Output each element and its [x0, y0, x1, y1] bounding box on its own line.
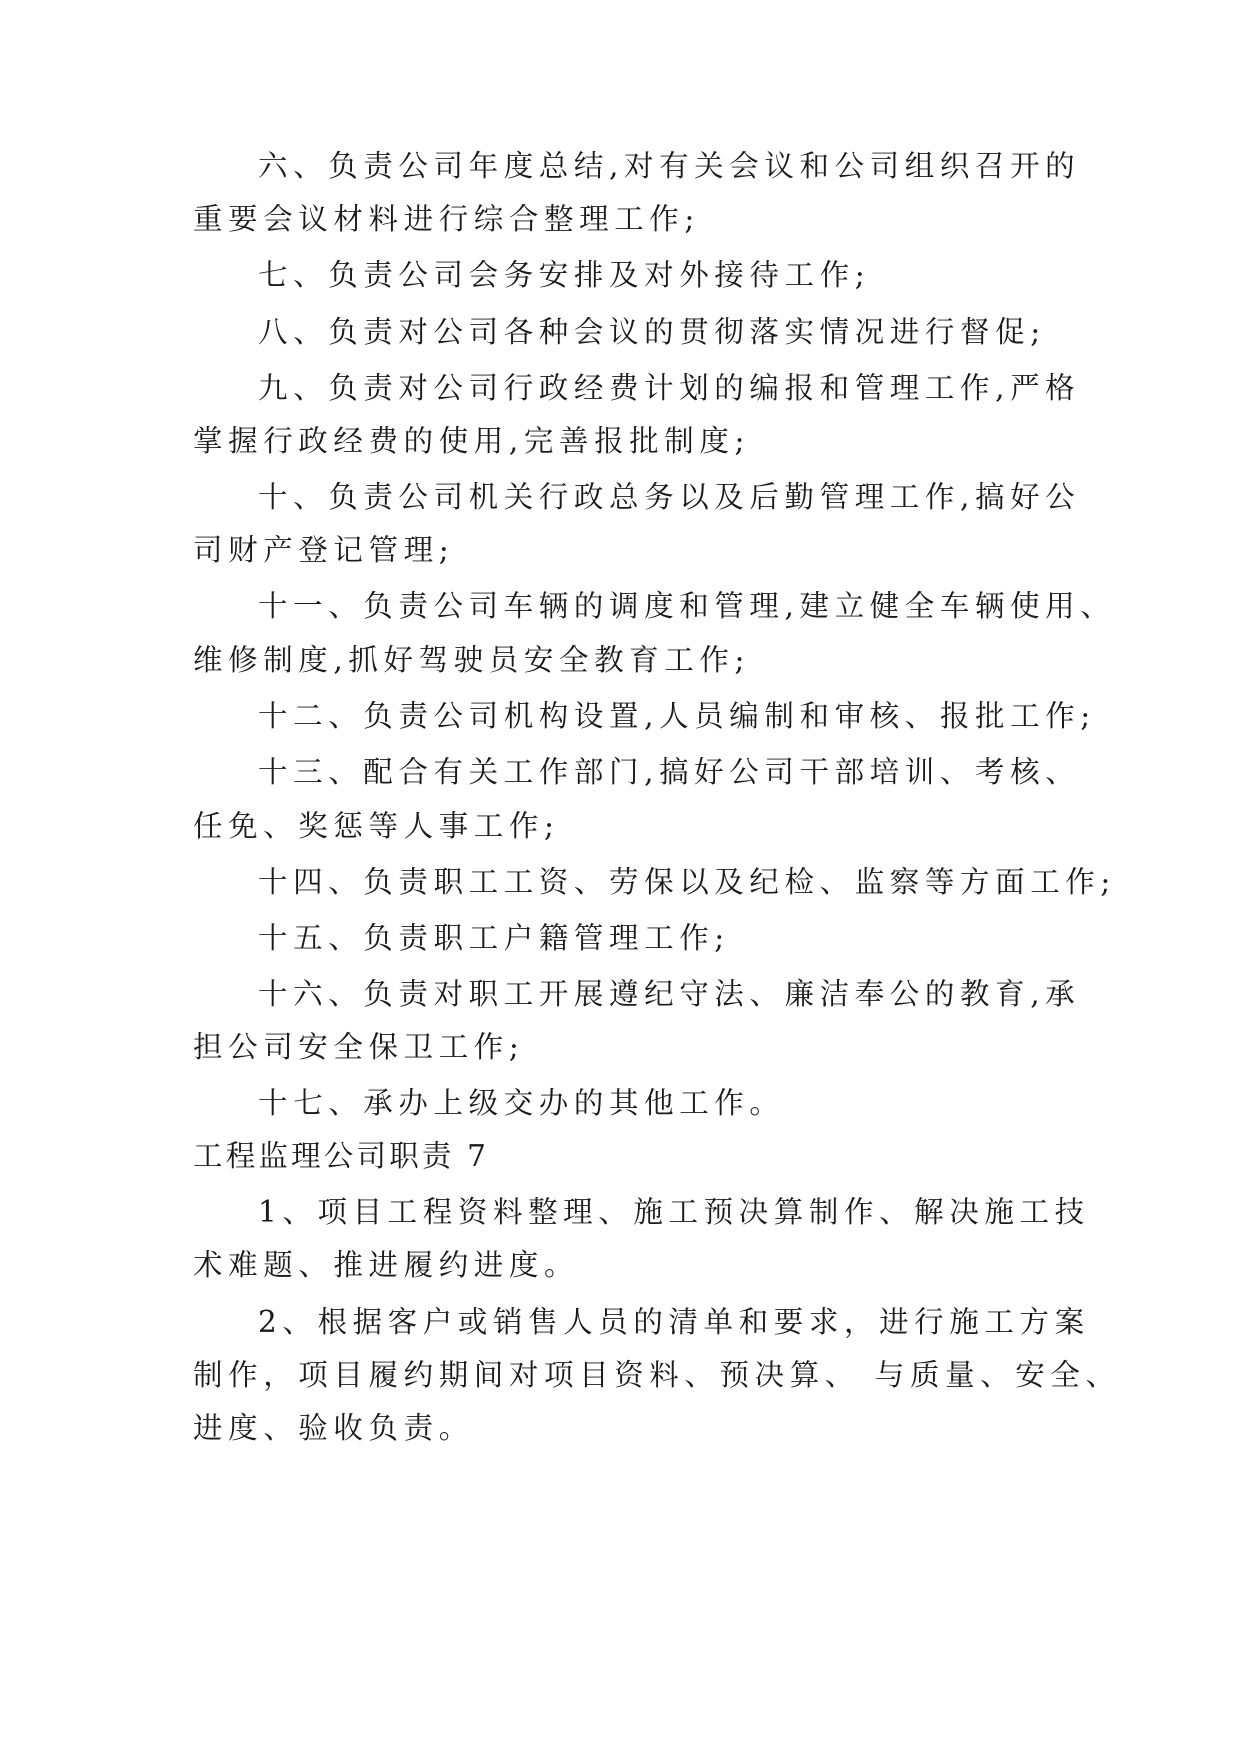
- paragraph-line: 任免、奖惩等人事工作;: [193, 809, 560, 843]
- paragraph-line: 十六、负责对职工开展遵纪守法、廉洁奉公的教育,承: [258, 977, 1081, 1011]
- paragraph-line: 六、负责公司年度总结,对有关会议和公司组织召开的: [258, 149, 1081, 183]
- paragraph-line: 十五、负责职工户籍管理工作;: [258, 921, 730, 955]
- paragraph-line: 1、项目工程资料整理、施工预决算制作、解决施工技: [258, 1195, 1090, 1229]
- paragraph-line: 七、负责公司会务安排及对外接待工作;: [258, 258, 871, 292]
- paragraph-line: 重要会议材料进行综合整理工作;: [193, 202, 700, 236]
- paragraph-line: 术难题、推进履约进度。: [193, 1248, 580, 1282]
- paragraph-line: 司财产登记管理;: [193, 533, 455, 567]
- paragraph-line: 制作，项目履约期间对项目资料、预决算、 与质量、安全、: [193, 1358, 1121, 1392]
- paragraph-line: 维修制度,抓好驾驶员安全教育工作;: [193, 643, 751, 677]
- paragraph-line: 十二、负责公司机构设置,人员编制和审核、报批工作;: [258, 699, 1096, 733]
- paragraph-line: 担公司安全保卫工作;: [193, 1030, 525, 1064]
- paragraph-line: 十三、配合有关工作部门,搞好公司干部培训、考核、: [258, 755, 1081, 789]
- paragraph-line: 进度、验收负责。: [193, 1411, 474, 1445]
- paragraph-line: 2、根据客户或销售人员的清单和要求，进行施工方案: [258, 1305, 1090, 1339]
- paragraph-line: 十、负责公司机关行政总务以及后勤管理工作,搞好公: [258, 480, 1081, 514]
- section-heading: 工程监理公司职责 7: [193, 1139, 490, 1173]
- paragraph-line: 九、负责对公司行政经费计划的编报和管理工作,严格: [258, 371, 1081, 405]
- paragraph-line: 十七、承办上级交办的其他工作。: [258, 1086, 785, 1120]
- paragraph-line: 掌握行政经费的使用,完善报批制度;: [193, 424, 751, 458]
- paragraph-line: 十四、负责职工工资、劳保以及纪检、监察等方面工作;: [258, 865, 1116, 899]
- paragraph-line: 十一、负责公司车辆的调度和管理,建立健全车辆使用、: [258, 589, 1116, 623]
- paragraph-line: 八、负责对公司各种会议的贯彻落实情况进行督促;: [258, 315, 1046, 349]
